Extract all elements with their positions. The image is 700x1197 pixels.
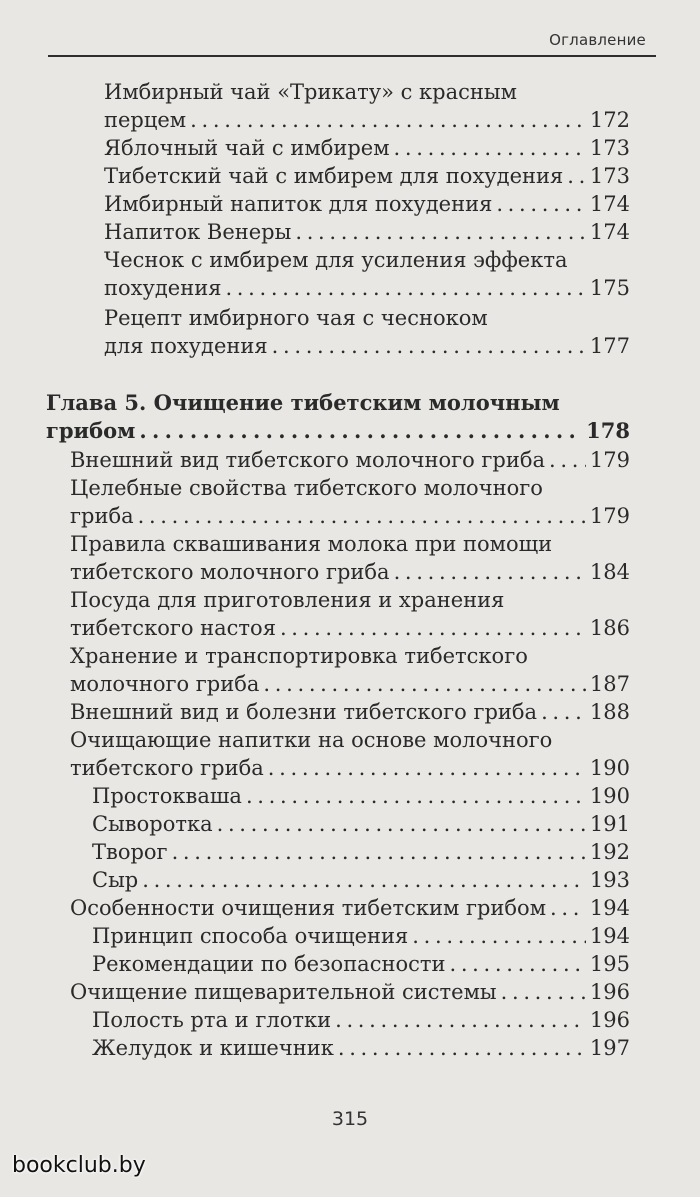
leader-dots: [139, 417, 582, 445]
leader-dots: [142, 866, 586, 894]
toc-entry-title: Особенности очищения тибетским грибом: [70, 896, 547, 920]
toc-entry-title-cont: тибетского гриба: [70, 756, 264, 780]
leader-dots: [541, 698, 586, 726]
toc-entry[interactable]: [92, 810, 630, 838]
leader-dots: [272, 332, 586, 360]
toc-page-number: 193: [589, 868, 630, 892]
toc-entry-title-cont: тибетского молочного гриба: [70, 560, 390, 584]
toc-entry[interactable]: [70, 474, 630, 530]
leader-dots: [217, 810, 586, 838]
leader-dots: [412, 922, 586, 950]
chapter-title: Глава 5. Очищение тибетским молочным: [46, 390, 560, 415]
toc-entry-title: Внешний вид и болезни тибетского гриба: [70, 700, 538, 724]
leader-dots: [394, 134, 586, 162]
toc-entry[interactable]: [92, 782, 630, 810]
toc-entry[interactable]: [104, 246, 630, 302]
toc-entry-title-cont: для похудения: [104, 334, 268, 358]
toc-entry-title: Чеснок с имбирем для усиления эффекта: [104, 248, 568, 272]
toc-entry-title: Хранение и транспортировка тибетского: [70, 644, 528, 668]
leader-dots: [190, 106, 586, 134]
toc-entry[interactable]: [104, 218, 630, 246]
toc-page-number: 196: [589, 980, 630, 1004]
toc-page-number: 190: [589, 756, 630, 780]
toc-entry-title: Напиток Венеры: [104, 220, 292, 244]
toc-entry-title: Очищение пищеварительной системы: [70, 980, 497, 1004]
toc-page-number: 175: [589, 276, 630, 300]
toc-entry[interactable]: [70, 586, 630, 642]
toc-entry[interactable]: [70, 978, 630, 1006]
toc-entry-title: Простокваша: [92, 784, 242, 808]
toc-page-number: 197: [589, 1036, 630, 1060]
toc-entry[interactable]: [104, 304, 630, 360]
toc-page-number: 177: [589, 334, 630, 358]
toc-entry-title: Творог: [92, 840, 168, 864]
toc-page-number: 173: [589, 164, 630, 188]
toc-entry-title: Рецепт имбирного чая с чесноком: [104, 306, 488, 330]
toc-page-number: 186: [589, 616, 630, 640]
toc-entry-title-cont: перцем: [104, 108, 187, 132]
toc-entry[interactable]: [70, 698, 630, 726]
leader-dots: [496, 190, 586, 218]
toc-entry[interactable]: [92, 866, 630, 894]
toc-entry-title: Рекомендации по безопасности: [92, 952, 446, 976]
toc-entry[interactable]: [92, 950, 630, 978]
toc-entry[interactable]: [92, 1006, 630, 1034]
toc-page-number: 191: [589, 812, 630, 836]
toc-chapter-entry[interactable]: [46, 389, 630, 445]
leader-dots: [335, 1006, 586, 1034]
toc-page-number: 187: [589, 672, 630, 696]
header-rule: [48, 55, 656, 57]
leader-dots: [138, 502, 586, 530]
toc-entry-title: Посуда для приготовления и хранения: [70, 588, 505, 612]
page-header-title: Оглавление: [549, 31, 646, 49]
toc-entry-title: Имбирный напиток для похудения: [104, 192, 493, 216]
leader-dots: [449, 950, 585, 978]
chapter-title-cont: грибом: [46, 418, 136, 443]
leader-dots: [295, 218, 586, 246]
toc-entry-title-cont: тибетского настоя: [70, 616, 276, 640]
leader-dots: [338, 1034, 586, 1062]
toc-entry[interactable]: [70, 642, 630, 698]
toc-entry-title: Целебные свойства тибетского молочного: [70, 476, 543, 500]
leader-dots: [549, 446, 586, 474]
leader-dots: [501, 978, 586, 1006]
toc-page-number: 184: [589, 560, 630, 584]
leader-dots: [225, 274, 585, 302]
toc-entry-title: Сыр: [92, 868, 139, 892]
toc-page-number: 178: [586, 418, 630, 443]
toc-entry-title: Имбирный чай «Трикату» с красным: [104, 80, 517, 104]
watermark-text: bookclub.by: [12, 1153, 146, 1178]
toc-entry-title: Принцип способа очищения: [92, 924, 409, 948]
page-number: 315: [331, 1108, 369, 1130]
toc-entry-title-cont: молочного гриба: [70, 672, 260, 696]
leader-dots: [280, 614, 586, 642]
toc-page-number: 192: [589, 840, 630, 864]
toc-entry[interactable]: [70, 894, 630, 922]
toc-entry-title: Желудок и кишечник: [92, 1036, 334, 1060]
leader-dots: [268, 754, 586, 782]
toc-entry-title: Очищающие напитки на основе молочного: [70, 728, 553, 752]
toc-page-number: 172: [589, 108, 630, 132]
toc-page-number: 179: [589, 448, 630, 472]
toc-page-number: 196: [589, 1008, 630, 1032]
leader-dots: [550, 894, 586, 922]
toc-entry[interactable]: [70, 530, 630, 586]
toc-page-number: 179: [589, 504, 630, 528]
toc-page-number: 174: [589, 220, 630, 244]
toc-entry[interactable]: [70, 726, 630, 782]
toc-page-number: 194: [589, 896, 630, 920]
toc-entry-title: Яблочный чай с имбирем: [104, 136, 390, 160]
toc-entry[interactable]: [92, 1034, 630, 1062]
toc-entry[interactable]: [104, 190, 630, 218]
leader-dots: [567, 162, 586, 190]
toc-page-number: 188: [589, 700, 630, 724]
toc-entry-title: Полость рта и глотки: [92, 1008, 332, 1032]
toc-entry[interactable]: [92, 922, 630, 950]
toc-page-number: 195: [589, 952, 630, 976]
toc-entry-title: Внешний вид тибетского молочного гриба: [70, 448, 546, 472]
toc-entry[interactable]: [104, 134, 630, 162]
toc-page-number: 194: [589, 924, 630, 948]
leader-dots: [172, 838, 586, 866]
toc-entry-title-cont: гриба: [70, 504, 134, 528]
toc-entry[interactable]: [92, 838, 630, 866]
toc-entry[interactable]: [70, 446, 630, 474]
toc-entry-title: Сыворотка: [92, 812, 213, 836]
leader-dots: [246, 782, 586, 810]
leader-dots: [263, 670, 585, 698]
toc-page-number: 173: [589, 136, 630, 160]
toc-entry[interactable]: [104, 78, 630, 134]
leader-dots: [394, 558, 586, 586]
toc-entry-title: Правила сквашивания молока при помощи: [70, 532, 553, 556]
toc-entry-title: Тибетский чай с имбирем для похудения: [104, 164, 564, 188]
toc-entry-title-cont: похудения: [104, 276, 222, 300]
toc-page-number: 190: [589, 784, 630, 808]
toc-entry[interactable]: [104, 162, 630, 190]
toc-page-number: 174: [589, 192, 630, 216]
